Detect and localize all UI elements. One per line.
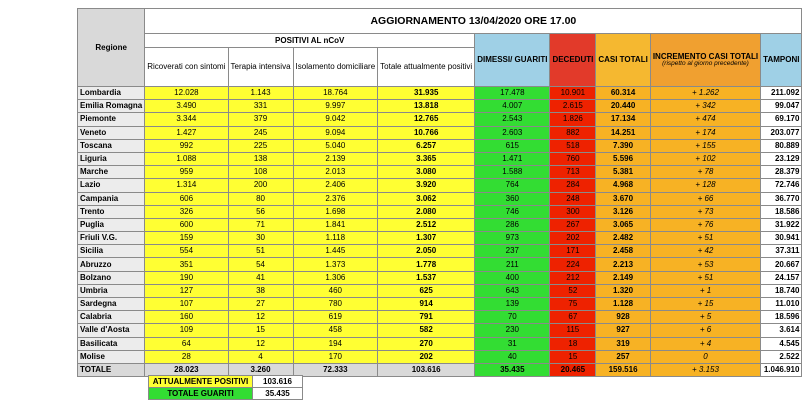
cell-deceduti: 248: [550, 192, 596, 205]
cell-tamponi: 31.922: [761, 218, 802, 231]
cell-incremento: + 1: [650, 284, 760, 297]
cell-isolamento: 170: [293, 350, 378, 363]
cell-casi: 159.516: [596, 363, 650, 376]
cell-terapia: 379: [228, 113, 293, 126]
cell-tamponi: 18.596: [761, 311, 802, 324]
cell-terapia: 1.143: [228, 87, 293, 100]
cell-tamponi: 72.746: [761, 179, 802, 192]
table-row: [78, 179, 802, 192]
table-row: [78, 284, 802, 297]
cell-tamponi: 1.046.910: [761, 363, 802, 376]
cell-deceduti: 10.901: [550, 87, 596, 100]
cell-isolamento: 5.040: [293, 139, 378, 152]
cell-dimessi: 17.478: [475, 87, 550, 100]
table-row: [78, 166, 802, 179]
header-ricoverati: Ricoverati con sintomi: [145, 48, 228, 87]
cell-terapia: 80: [228, 192, 293, 205]
cell-regione: Lazio: [78, 179, 145, 192]
table-row: [78, 152, 802, 165]
cell-ricoverati: 351: [145, 258, 228, 271]
cell-deceduti: 15: [550, 350, 596, 363]
table-row: [78, 139, 802, 152]
cell-terapia: 27: [228, 298, 293, 311]
cell-ricoverati: 28: [145, 350, 228, 363]
cell-dimessi: 2.543: [475, 113, 550, 126]
cell-deceduti: 202: [550, 232, 596, 245]
cell-terapia: 51: [228, 245, 293, 258]
cell-incremento: + 4: [650, 337, 760, 350]
cell-dimessi: 615: [475, 139, 550, 152]
cell-deceduti: 760: [550, 152, 596, 165]
cell-ricoverati: 554: [145, 245, 228, 258]
cell-deceduti: 20.465: [550, 363, 596, 376]
cell-casi: 17.134: [596, 113, 650, 126]
cell-dimessi: 1.588: [475, 166, 550, 179]
cell-deceduti: 75: [550, 298, 596, 311]
cell-dimessi: 400: [475, 271, 550, 284]
covid-regional-table: [77, 8, 802, 377]
cell-terapia: 56: [228, 205, 293, 218]
cell-terapia: 108: [228, 166, 293, 179]
table-row: [78, 232, 802, 245]
cell-dimessi: 973: [475, 232, 550, 245]
cell-deceduti: 284: [550, 179, 596, 192]
cell-ricoverati: 1.427: [145, 126, 228, 139]
cell-ricoverati: 3.344: [145, 113, 228, 126]
cell-ricoverati: 64: [145, 337, 228, 350]
cell-incremento: + 42: [650, 245, 760, 258]
header-isolamento: Isolamento domiciliare: [293, 48, 378, 87]
cell-totale: 1.537: [378, 271, 475, 284]
cell-incremento: + 6: [650, 324, 760, 337]
cell-tamponi: 99.047: [761, 100, 802, 113]
cell-casi: 7.390: [596, 139, 650, 152]
cell-incremento: + 474: [650, 113, 760, 126]
table-row: [78, 324, 802, 337]
cell-isolamento: 1.698: [293, 205, 378, 218]
cell-terapia: 41: [228, 271, 293, 284]
cell-regione: Piemonte: [78, 113, 145, 126]
cell-dimessi: 4.007: [475, 100, 550, 113]
cell-totale: 3.365: [378, 152, 475, 165]
cell-isolamento: 2.013: [293, 166, 378, 179]
cell-incremento: + 342: [650, 100, 760, 113]
cell-casi: 928: [596, 311, 650, 324]
cell-casi: 2.149: [596, 271, 650, 284]
cell-incremento: + 51: [650, 232, 760, 245]
cell-totale: 791: [378, 311, 475, 324]
cell-ricoverati: 109: [145, 324, 228, 337]
header-dimessi: DIMESSI/ GUARITI: [475, 34, 550, 87]
cell-incremento: 0: [650, 350, 760, 363]
cell-tamponi: 203.077: [761, 126, 802, 139]
cell-dimessi: 35.435: [475, 363, 550, 376]
cell-dimessi: 360: [475, 192, 550, 205]
cell-ricoverati: 190: [145, 271, 228, 284]
cell-dimessi: 643: [475, 284, 550, 297]
table-row: [78, 311, 802, 324]
cell-dimessi: 2.603: [475, 126, 550, 139]
cell-regione: Marche: [78, 166, 145, 179]
cell-casi: 2.213: [596, 258, 650, 271]
header-incremento-note: (rispetto al giorno precedente): [662, 59, 749, 67]
cell-deceduti: 67: [550, 311, 596, 324]
table-row: [78, 113, 802, 126]
cell-tamponi: 18.740: [761, 284, 802, 297]
header-tamponi: TAMPONI: [761, 34, 802, 87]
cell-casi: 4.968: [596, 179, 650, 192]
cell-ricoverati: 1.314: [145, 179, 228, 192]
cell-tamponi: 30.941: [761, 232, 802, 245]
cell-tamponi: 211.092: [761, 87, 802, 100]
cell-tamponi: 28.379: [761, 166, 802, 179]
cell-terapia: 245: [228, 126, 293, 139]
cell-dimessi: 31: [475, 337, 550, 350]
cell-isolamento: 2.376: [293, 192, 378, 205]
cell-deceduti: 115: [550, 324, 596, 337]
cell-tamponi: 4.545: [761, 337, 802, 350]
cell-casi: 60.314: [596, 87, 650, 100]
cell-isolamento: 2.139: [293, 152, 378, 165]
header-incremento: [650, 34, 760, 87]
cell-totale: 6.257: [378, 139, 475, 152]
cell-incremento: + 155: [650, 139, 760, 152]
cell-dimessi: 211: [475, 258, 550, 271]
table-row: [78, 192, 802, 205]
cell-ricoverati: 28.023: [145, 363, 228, 376]
cell-casi: 5.381: [596, 166, 650, 179]
summary-attualmente-value: 103.616: [253, 376, 303, 388]
table-row: [78, 271, 802, 284]
cell-isolamento: 1.445: [293, 245, 378, 258]
cell-deceduti: 518: [550, 139, 596, 152]
cell-isolamento: 9.042: [293, 113, 378, 126]
cell-ricoverati: 606: [145, 192, 228, 205]
summary-row-attualmente: [149, 376, 303, 388]
cell-isolamento: 1.306: [293, 271, 378, 284]
cell-deceduti: 2.615: [550, 100, 596, 113]
cell-regione: TOTALE: [78, 363, 145, 376]
cell-casi: 3.126: [596, 205, 650, 218]
cell-totale: 914: [378, 298, 475, 311]
cell-regione: Campania: [78, 192, 145, 205]
cell-dimessi: 230: [475, 324, 550, 337]
cell-totale: 2.512: [378, 218, 475, 231]
cell-casi: 14.251: [596, 126, 650, 139]
cell-deceduti: 882: [550, 126, 596, 139]
cell-incremento: + 76: [650, 218, 760, 231]
cell-incremento: + 51: [650, 271, 760, 284]
cell-totale: 10.766: [378, 126, 475, 139]
cell-isolamento: 9.094: [293, 126, 378, 139]
cell-deceduti: 267: [550, 218, 596, 231]
cell-isolamento: 1.118: [293, 232, 378, 245]
cell-incremento: + 73: [650, 205, 760, 218]
cell-tamponi: 3.614: [761, 324, 802, 337]
cell-ricoverati: 159: [145, 232, 228, 245]
cell-regione: Abruzzo: [78, 258, 145, 271]
table-row: [78, 218, 802, 231]
cell-casi: 1.320: [596, 284, 650, 297]
header-regione: Regione: [78, 9, 145, 87]
cell-deceduti: 1.826: [550, 113, 596, 126]
cell-totale: 1.307: [378, 232, 475, 245]
header-incremento-label: INCREMENTO CASI TOTALI: [652, 51, 759, 61]
cell-totale: 270: [378, 337, 475, 350]
cell-totale: 2.050: [378, 245, 475, 258]
table-title: AGGIORNAMENTO 13/04/2020 ORE 17.00: [145, 9, 802, 34]
cell-casi: 1.128: [596, 298, 650, 311]
cell-dimessi: 70: [475, 311, 550, 324]
cell-totale: 2.080: [378, 205, 475, 218]
cell-totale: 103.616: [378, 363, 475, 376]
cell-terapia: 331: [228, 100, 293, 113]
header-casi-totali: CASI TOTALI: [596, 34, 650, 87]
cell-terapia: 15: [228, 324, 293, 337]
cell-isolamento: 1.841: [293, 218, 378, 231]
header-terapia: Terapia intensiva: [228, 48, 293, 87]
summary-row-guariti: [149, 388, 303, 400]
cell-tamponi: 11.010: [761, 298, 802, 311]
cell-casi: 5.596: [596, 152, 650, 165]
cell-dimessi: 746: [475, 205, 550, 218]
cell-terapia: 38: [228, 284, 293, 297]
cell-isolamento: 2.406: [293, 179, 378, 192]
cell-totale: 3.062: [378, 192, 475, 205]
table-row: [78, 100, 802, 113]
table-row: [78, 87, 802, 100]
summary-guariti-label: TOTALE GUARITI: [149, 388, 253, 400]
cell-deceduti: 224: [550, 258, 596, 271]
cell-incremento: + 128: [650, 179, 760, 192]
header-deceduti: DECEDUTI: [550, 34, 596, 87]
cell-deceduti: 713: [550, 166, 596, 179]
table-row: [78, 298, 802, 311]
cell-dimessi: 764: [475, 179, 550, 192]
cell-terapia: 138: [228, 152, 293, 165]
cell-tamponi: 36.770: [761, 192, 802, 205]
cell-regione: Basilicata: [78, 337, 145, 350]
cell-tamponi: 2.522: [761, 350, 802, 363]
cell-terapia: 71: [228, 218, 293, 231]
cell-casi: 257: [596, 350, 650, 363]
cell-totale: 3.080: [378, 166, 475, 179]
cell-totale: 625: [378, 284, 475, 297]
cell-isolamento: 72.333: [293, 363, 378, 376]
cell-incremento: + 1.262: [650, 87, 760, 100]
cell-totale: 31.935: [378, 87, 475, 100]
cell-regione: Sardegna: [78, 298, 145, 311]
cell-terapia: 54: [228, 258, 293, 271]
cell-ricoverati: 3.490: [145, 100, 228, 113]
table-body: [78, 87, 802, 377]
cell-incremento: + 15: [650, 298, 760, 311]
cell-casi: 3.670: [596, 192, 650, 205]
cell-casi: 2.482: [596, 232, 650, 245]
cell-casi: 319: [596, 337, 650, 350]
summary-box: [148, 375, 303, 400]
table-row: [78, 258, 802, 271]
cell-deceduti: 300: [550, 205, 596, 218]
cell-incremento: + 102: [650, 152, 760, 165]
cell-casi: 20.440: [596, 100, 650, 113]
cell-totale: 1.778: [378, 258, 475, 271]
cell-regione: Trento: [78, 205, 145, 218]
cell-tamponi: 24.157: [761, 271, 802, 284]
summary-guariti-value: 35.435: [253, 388, 303, 400]
table-row: [78, 245, 802, 258]
cell-totale: 12.765: [378, 113, 475, 126]
cell-totale: 582: [378, 324, 475, 337]
cell-regione: Valle d'Aosta: [78, 324, 145, 337]
cell-regione: Veneto: [78, 126, 145, 139]
cell-casi: 2.458: [596, 245, 650, 258]
cell-isolamento: 780: [293, 298, 378, 311]
cell-ricoverati: 12.028: [145, 87, 228, 100]
header-positivi-group: POSITIVI AL nCoV: [145, 34, 475, 48]
cell-incremento: + 174: [650, 126, 760, 139]
cell-dimessi: 139: [475, 298, 550, 311]
cell-deceduti: 171: [550, 245, 596, 258]
cell-deceduti: 18: [550, 337, 596, 350]
cell-ricoverati: 992: [145, 139, 228, 152]
cell-deceduti: 52: [550, 284, 596, 297]
cell-totale: 13.818: [378, 100, 475, 113]
cell-dimessi: 40: [475, 350, 550, 363]
cell-ricoverati: 160: [145, 311, 228, 324]
cell-isolamento: 1.373: [293, 258, 378, 271]
cell-regione: Sicilia: [78, 245, 145, 258]
cell-tamponi: 23.129: [761, 152, 802, 165]
cell-casi: 927: [596, 324, 650, 337]
cell-dimessi: 237: [475, 245, 550, 258]
cell-ricoverati: 326: [145, 205, 228, 218]
cell-totale: 3.920: [378, 179, 475, 192]
cell-tamponi: 80.889: [761, 139, 802, 152]
cell-tamponi: 18.586: [761, 205, 802, 218]
summary-attualmente-label: ATTUALMENTE POSITIVI: [149, 376, 253, 388]
cell-regione: Lombardia: [78, 87, 145, 100]
table-row: [78, 205, 802, 218]
cell-isolamento: 194: [293, 337, 378, 350]
cell-dimessi: 1.471: [475, 152, 550, 165]
cell-regione: Molise: [78, 350, 145, 363]
cell-isolamento: 9.997: [293, 100, 378, 113]
cell-regione: Umbria: [78, 284, 145, 297]
cell-deceduti: 212: [550, 271, 596, 284]
cell-ricoverati: 959: [145, 166, 228, 179]
cell-incremento: + 78: [650, 166, 760, 179]
cell-incremento: + 5: [650, 311, 760, 324]
cell-regione: Bolzano: [78, 271, 145, 284]
cell-incremento: + 53: [650, 258, 760, 271]
table-row: [78, 126, 802, 139]
table-row: [78, 350, 802, 363]
cell-incremento: + 66: [650, 192, 760, 205]
cell-terapia: 12: [228, 311, 293, 324]
cell-regione: Emilia Romagna: [78, 100, 145, 113]
cell-terapia: 200: [228, 179, 293, 192]
cell-tamponi: 69.170: [761, 113, 802, 126]
cell-ricoverati: 107: [145, 298, 228, 311]
cell-tamponi: 20.667: [761, 258, 802, 271]
cell-regione: Friuli V.G.: [78, 232, 145, 245]
cell-terapia: 30: [228, 232, 293, 245]
cell-tamponi: 37.311: [761, 245, 802, 258]
cell-regione: Liguria: [78, 152, 145, 165]
cell-terapia: 225: [228, 139, 293, 152]
cell-dimessi: 286: [475, 218, 550, 231]
table-row: [78, 337, 802, 350]
cell-totale: 202: [378, 350, 475, 363]
cell-ricoverati: 127: [145, 284, 228, 297]
cell-ricoverati: 1.088: [145, 152, 228, 165]
cell-isolamento: 458: [293, 324, 378, 337]
cell-terapia: 4: [228, 350, 293, 363]
cell-incremento: + 3.153: [650, 363, 760, 376]
cell-isolamento: 460: [293, 284, 378, 297]
cell-regione: Toscana: [78, 139, 145, 152]
header-totale-positivi: Totale attualmente positivi: [378, 48, 475, 87]
cell-casi: 3.065: [596, 218, 650, 231]
cell-regione: Puglia: [78, 218, 145, 231]
cell-ricoverati: 600: [145, 218, 228, 231]
cell-regione: Calabria: [78, 311, 145, 324]
cell-terapia: 12: [228, 337, 293, 350]
cell-terapia: 3.260: [228, 363, 293, 376]
cell-isolamento: 18.764: [293, 87, 378, 100]
cell-isolamento: 619: [293, 311, 378, 324]
